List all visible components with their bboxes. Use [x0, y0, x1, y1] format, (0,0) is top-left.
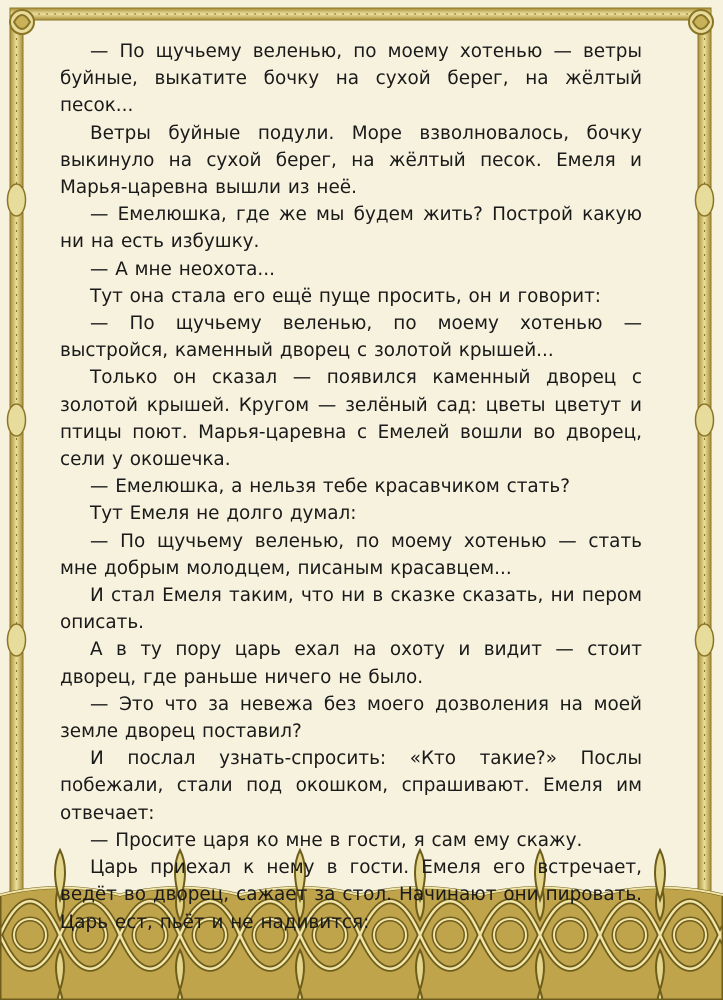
paragraph: — По щучьему веленью, по моему хотенью — выстройся, каменный дворец с золотой крышей...: [60, 313, 642, 362]
paragraph: — Это что за невежа без моего дозволения на моей земле дворец поставил?: [60, 693, 642, 743]
story-text: [60, 38, 642, 936]
corner-ornament-top-right: [689, 10, 713, 34]
paragraph: — Просите царя ко мне в гости, я сам ему скажу.: [90, 829, 583, 851]
paragraph: И стал Емеля таким, что ни в сказке сказать, ни пером описать.: [60, 585, 642, 634]
paragraph: Тут она стала его ещё пуще просить, он и говорит:: [90, 285, 602, 307]
paragraph: — Емелюшка, где же мы будем жить? Построй какую ни на есть избушку.: [60, 204, 642, 253]
paragraph: И послал узнать-спросить: «Кто такие?» Послы побежали, стали под окошком, спрашивают. Емеля им отвечает:: [60, 748, 642, 824]
paragraph: — По щучьему веленью, по моему хотенью — стать мне добрым молодцем, писаным красавцем...: [60, 530, 642, 579]
corner-ornament-top-left: [10, 10, 34, 34]
paragraph: Только он сказал — появился каменный дворец с золотой крышей. Кругом — зелёный сад: цветы цветут и птицы поют. Марья-царевна с Емелей вошли во дворец, сели у окошечка.: [60, 367, 642, 471]
paragraph: Тут Емеля не долго думал:: [90, 503, 357, 525]
paragraph: — Емелюшка, а нельзя тебе красавчиком стать?: [90, 476, 571, 498]
paragraph: А в ту пору царь ехал на охоту и видит — стоит дворец, где раньше ничего не было.: [60, 639, 642, 688]
paragraph: Ветры буйные подули. Море взволновалось, бочку выкинуло на сухой берег, на жёлтый песок. Емеля и Марья-царевна вышли из неё.: [60, 122, 642, 199]
paragraph: Царь приехал к нему в гости. Емеля его встречает, ведёт во дворец, сажает за стол. Начинают они пировать. Царь ест, пьёт и не надивится:: [60, 857, 642, 933]
paragraph: — По щучьему веленью, по моему хотенью — ветры буйные, выкатите бочку на сухой берег, на жёлтый песок...: [60, 41, 642, 117]
paragraph: — А мне неохота...: [90, 258, 275, 280]
